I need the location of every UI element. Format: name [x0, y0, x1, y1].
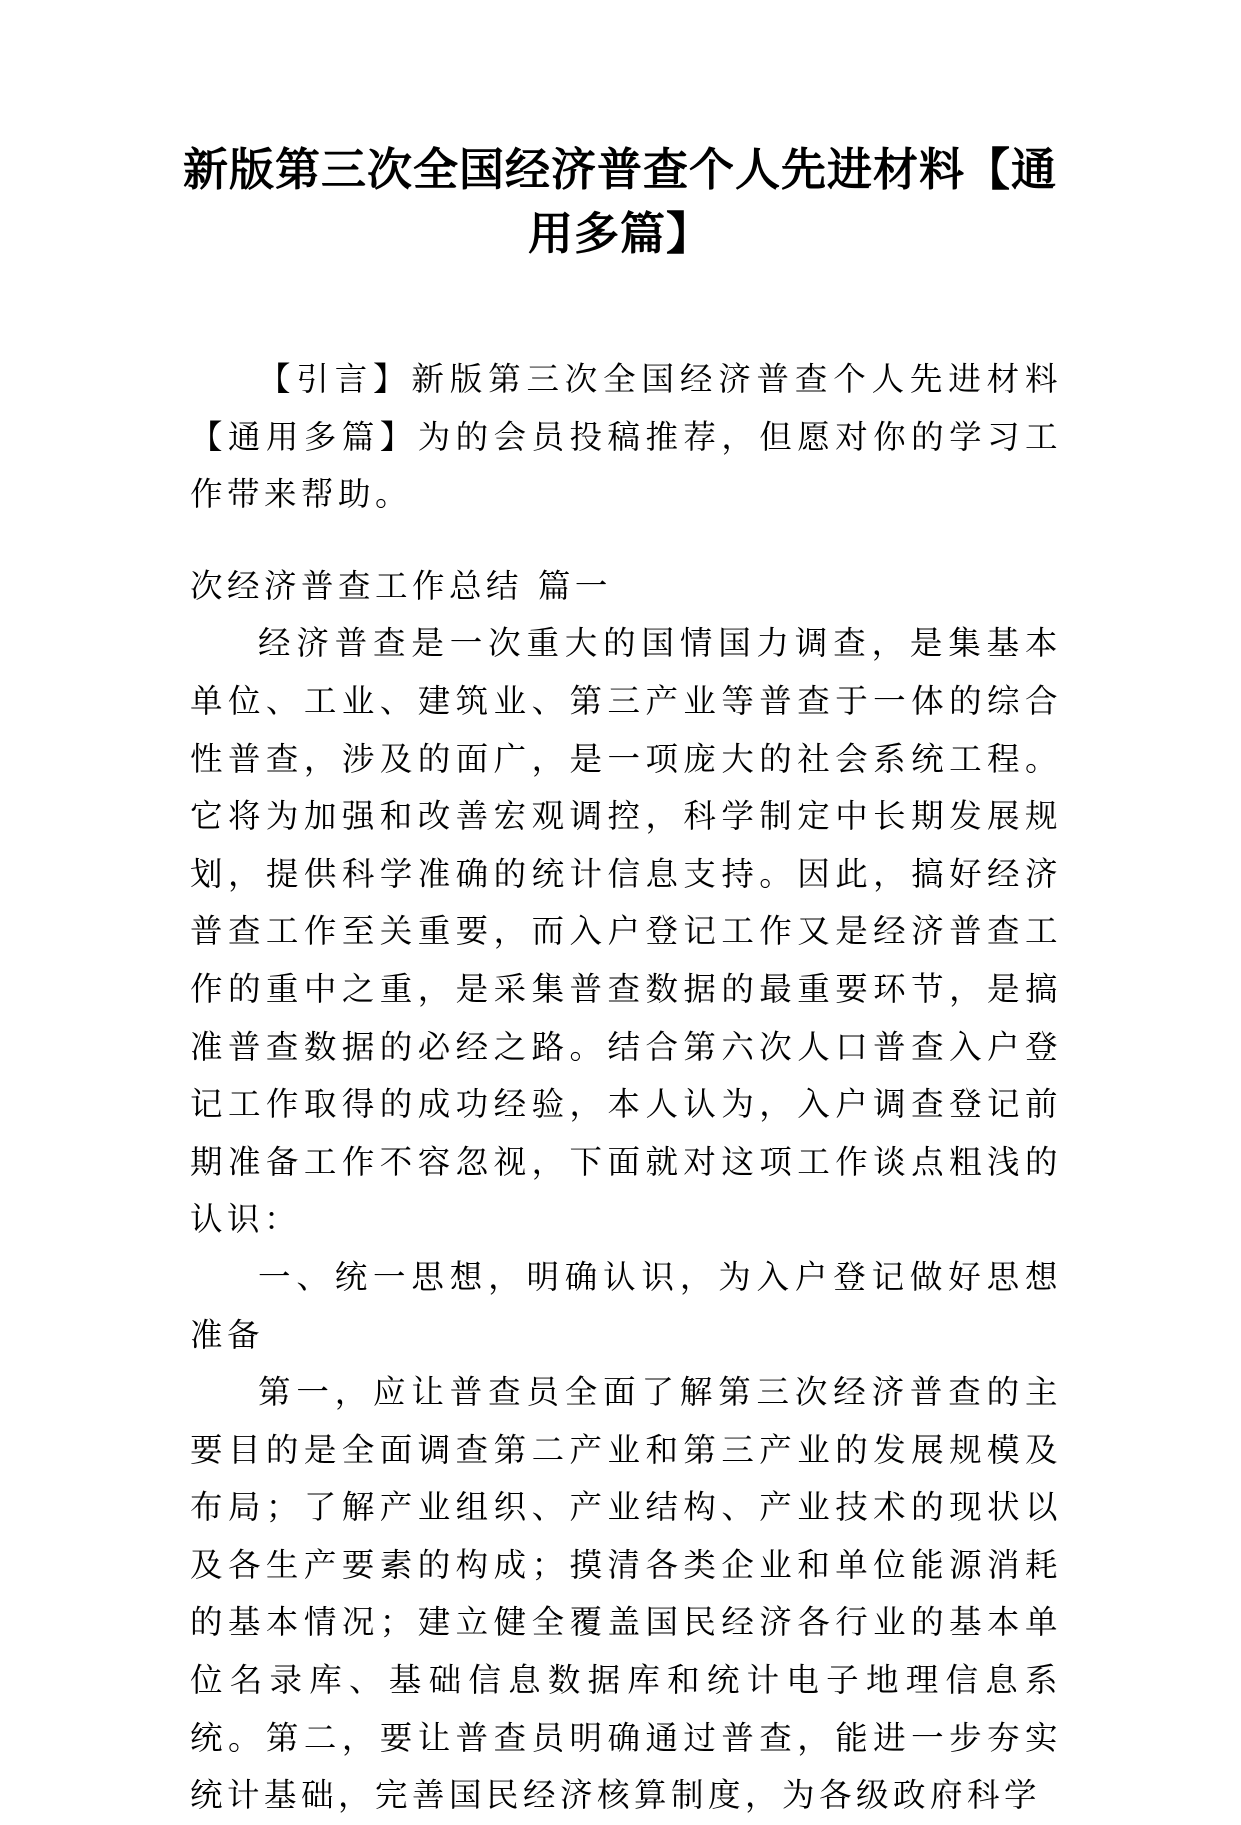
body-paragraph: 第一，应让普查员全面了解第三次经济普查的主要目的是全面调查第二产业和第三产业的发展规模及布局；了解产业组织、产业结构、产业技术的现状以及各生产要素的构成；摸清各类企业和单位能源消耗的基本情况；建立健全覆盖国民经济各行业的基本单位名录库、基础信息数据库和统计电子地理信息系统。第二，要让普查员明确通过普查，能进一步夯实统计基础，完善国民经济核算制度，为各级政府科学 [190, 1373, 1062, 1815]
intro-paragraph: 【引言】新版第三次全国经济普查个人先进材料【通用多篇】为的会员投稿推荐，但愿对你的学习工作带来帮助。 [190, 360, 1062, 514]
document-title: 新版第三次全国经济普查个人先进材料【通用多篇】 [182, 143, 1057, 260]
spacer [190, 524, 1062, 558]
document-body [190, 351, 1062, 1825]
section-heading: 次经济普查工作总结 篇一 [190, 566, 612, 605]
body-paragraph: 一、统一思想，明确认识，为入户登记做好思想准备 [190, 1257, 1062, 1354]
body-paragraph: 经济普查是一次重大的国情国力调查，是集基本单位、工业、建筑业、第三产业等普查于一体的综合性普查，涉及的面广，是一项庞大的社会系统工程。它将为加强和改善宏观调控，科学制定中长期发展规划，提供科学准确的统计信息支持。因此，搞好经济普查工作至关重要，而入户登记工作又是经济普查工作的重中之重，是采集普查数据的最重要环节，是搞准普查数据的必经之路。结合第六次人口普查入户登记工作取得的成功经验，本人认为，入户调查登记前期准备工作不容忽视，下面就对这项工作谈点粗浅的认识： [190, 624, 1062, 1239]
